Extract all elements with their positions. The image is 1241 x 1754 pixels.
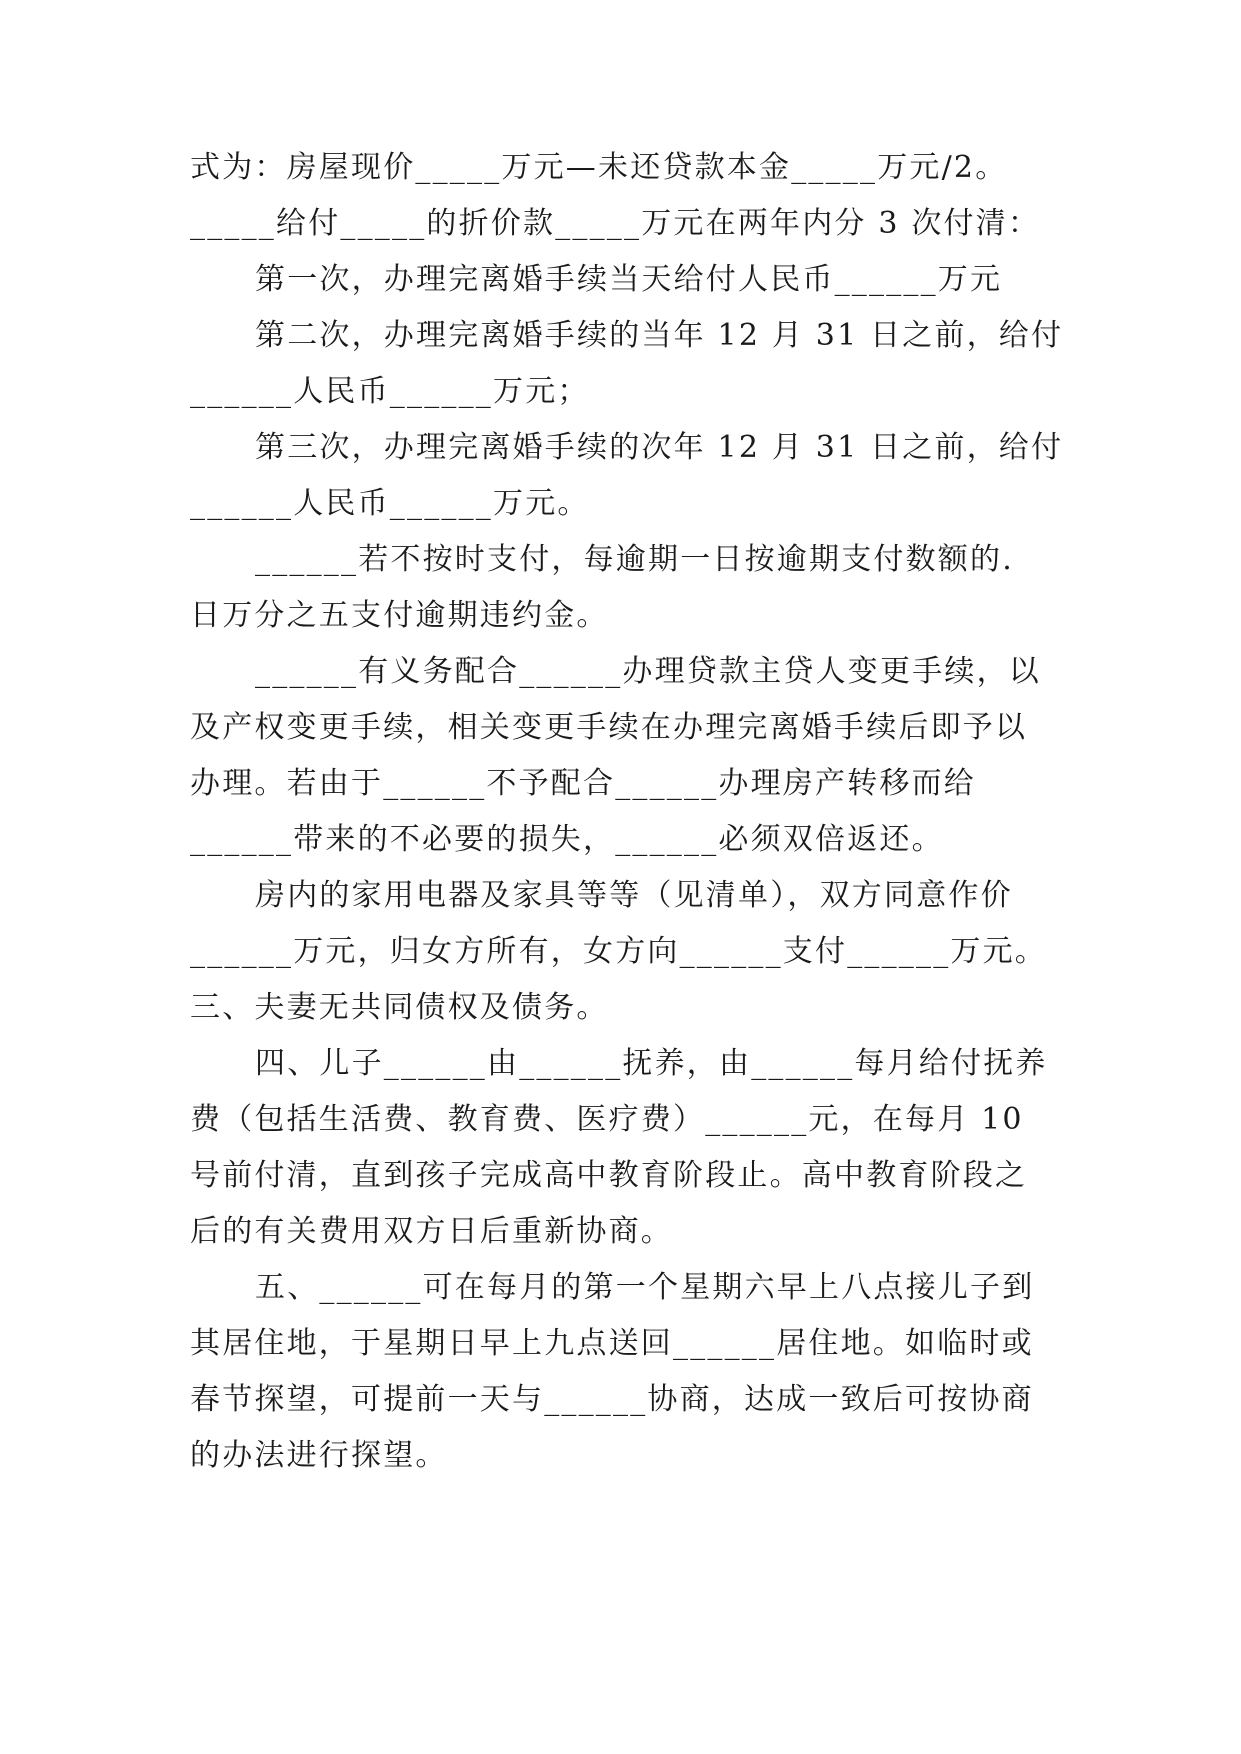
text-line: 四、儿子______由______抚养，由______每月给付抚养 [255,1046,1048,1081]
text-line: 号前付清，直到孩子完成高中教育阶段止。高中教育阶段之 [190,1158,1028,1193]
text-line: ______带来的不必要的损失，______必须双倍返还。 [190,822,944,857]
text-line: 第三次，办理完离婚手续的次年 12 月 31 日之前，给付 [255,430,1064,465]
text-line: 第二次，办理完离婚手续的当年 12 月 31 日之前，给付 [255,318,1064,353]
text-line: 日万分之五支付逾期违约金。 [190,598,609,633]
text-line: 房内的家用电器及家具等等（见清单），双方同意作价 [255,878,1013,913]
text-line: ______有义务配合______办理贷款主贷人变更手续，以 [255,654,1041,689]
text-line: 及产权变更手续，相关变更手续在办理完离婚手续后即予以 [190,710,1028,745]
section-heading: 三、夫妻无共同债权及债务。 [190,990,609,1025]
text-line: 其居住地，于星期日早上九点送回______居住地。如临时或 [190,1326,1034,1361]
text-line: 春节探望，可提前一天与______协商，达成一致后可按协商 [190,1382,1034,1417]
text-line: ______万元，归女方所有，女方向______支付______万元。 [190,934,1047,969]
text-line: ______若不按时支付，每逾期一日按逾期支付数额的. [255,542,1014,577]
text-line: 第一次，办理完离婚手续当天给付人民币______万元 [255,262,1003,297]
text-line: 五、______可在每月的第一个星期六早上八点接儿子到 [255,1270,1035,1305]
text-line: ______人民币______万元。 [190,486,590,521]
text-line: 式为：房屋现价_____万元—未还贷款本金_____万元/2。 [190,150,1008,185]
text-line: 办理。若由于______不予配合______办理房产转移而给 [190,766,976,801]
text-line: 后的有关费用双方日后重新协商。 [190,1214,673,1249]
text-line: ______人民币______万元； [190,374,590,409]
text-line: 的办法进行探望。 [190,1438,448,1473]
text-line: _____给付_____的折价款_____万元在两年内分 3 次付清： [190,206,1041,241]
text-line: 费（包括生活费、教育费、医疗费）______元，在每月 10 [190,1102,1024,1137]
